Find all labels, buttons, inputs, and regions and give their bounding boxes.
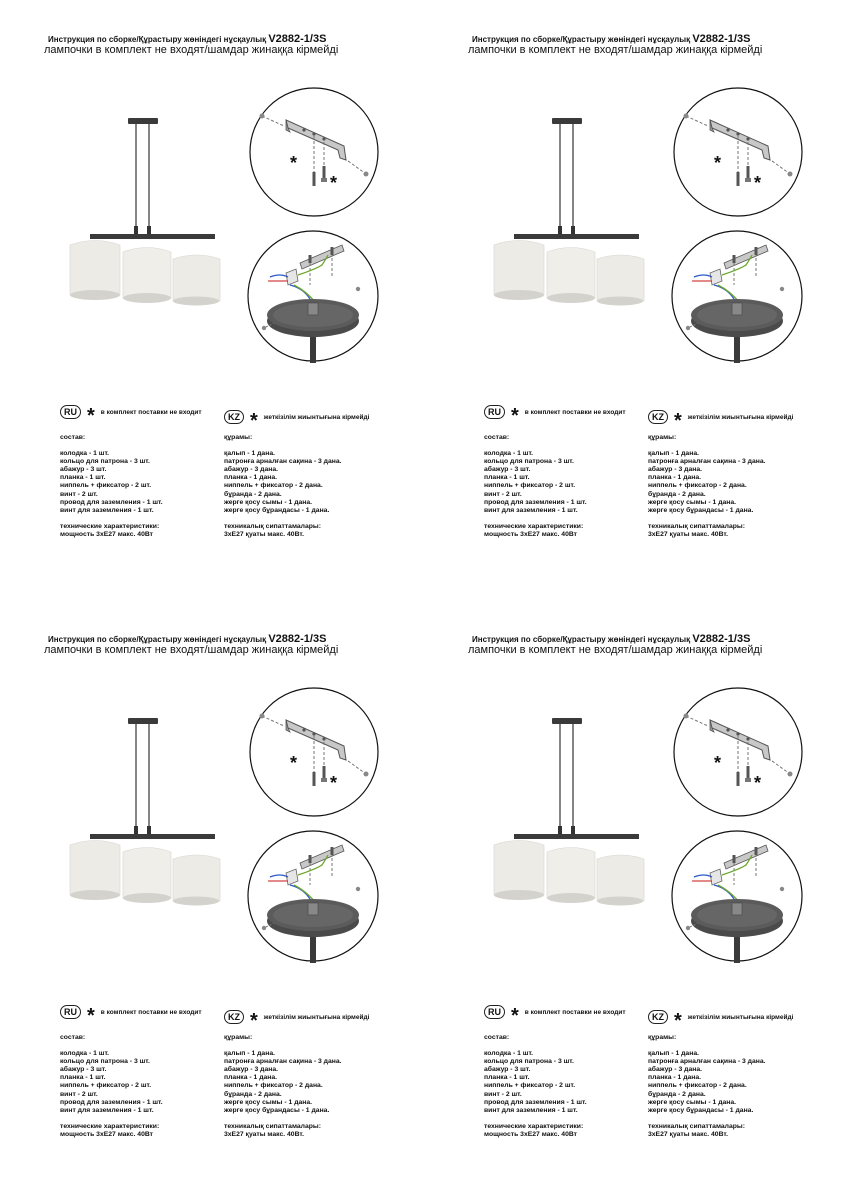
list-item: абажур - 3 шт.	[60, 1066, 107, 1074]
list-item: планка - 1 дана.	[224, 1074, 278, 1082]
ru-legend	[484, 1005, 626, 1027]
canopy-wiring-diagram	[670, 829, 804, 963]
list-item: провод для заземления - 1 шт.	[484, 498, 587, 506]
list-item: ниппель + фиксатор - 2 шт.	[484, 1082, 576, 1090]
star-icon: *	[250, 1010, 258, 1032]
list-item: патронға арналған сақина - 3 дана.	[224, 1058, 342, 1066]
list-item: ниппель + фиксатор - 2 дана.	[224, 1082, 323, 1090]
kz-contents	[648, 1034, 766, 1139]
list-item: винт - 2 шт.	[484, 1090, 522, 1098]
list-item: ниппель + фиксатор - 2 шт.	[484, 482, 576, 490]
instruction-panel	[0, 0, 424, 600]
ru-badge: RU	[60, 1005, 81, 1019]
ru-badge: RU	[484, 1005, 505, 1019]
kz-contents	[648, 434, 766, 539]
ru-specs: мощность 3хЕ27 макс. 40Вт	[60, 530, 154, 538]
canopy-wiring-diagram	[246, 829, 380, 963]
star-icon: *	[250, 410, 258, 432]
kz-badge: KZ	[224, 1010, 244, 1024]
list-item: колодка - 1 шт.	[484, 450, 534, 458]
list-item: абажур - 3 дана.	[224, 1066, 278, 1074]
list-item: винт для заземления - 1 шт.	[60, 506, 154, 514]
not-included-star-2: *	[330, 173, 338, 193]
star-icon: *	[674, 1010, 682, 1032]
list-item: кольцо для патрона - 3 шт.	[60, 1058, 150, 1066]
star-icon: *	[674, 410, 682, 432]
list-item: винт - 2 шт.	[484, 490, 522, 498]
ru-legend	[60, 405, 202, 427]
ru-contents	[60, 1034, 163, 1139]
bracket-detail-diagram	[248, 86, 380, 218]
ru-contents	[60, 434, 163, 539]
not-included-star-1: *	[714, 153, 722, 173]
list-item: ниппель + фиксатор - 2 шт.	[60, 482, 152, 490]
not-included-star-2: *	[754, 173, 762, 193]
kz-specs: 3хЕ27 қуаты макс. 40Вт.	[224, 530, 305, 538]
list-item: кольцо для патрона - 3 шт.	[484, 1058, 574, 1066]
bulbs-note: лампочки в комплект не входят/шамдар жинаққа кірмейді	[44, 44, 339, 56]
list-item: винт - 2 шт.	[60, 490, 98, 498]
ru-contents-heading: состав:	[484, 1034, 510, 1041]
list-item: ниппель + фиксатор - 2 шт.	[60, 1082, 152, 1090]
list-item: планка - 1 шт.	[60, 1074, 106, 1082]
ru-specs: мощность 3хЕ27 макс. 40Вт	[484, 1130, 578, 1138]
star-icon: *	[87, 405, 95, 427]
kz-specs: 3хЕ27 қуаты макс. 40Вт.	[648, 1130, 729, 1138]
list-item: планка - 1 дана.	[648, 474, 702, 482]
list-item: бұранда - 2 дана.	[224, 1090, 282, 1098]
list-item: ниппель + фиксатор - 2 дана.	[648, 482, 747, 490]
bulbs-note: лампочки в комплект не входят/шамдар жинаққа кірмейді	[44, 644, 339, 656]
title-prefix: Инструкция по сборке/Құрастыру жөніндегі нұсқаулық	[472, 635, 693, 644]
kz-legend	[224, 410, 370, 432]
list-item: винт для заземления - 1 шт.	[60, 1106, 154, 1114]
list-item: патронға арналған сақина - 3 дана.	[224, 458, 342, 466]
instruction-panel	[0, 600, 424, 1200]
list-item: винт - 2 шт.	[60, 1090, 98, 1098]
ru-specs: мощность 3хЕ27 макс. 40Вт	[484, 530, 578, 538]
ru-specs: мощность 3хЕ27 макс. 40Вт	[60, 1130, 154, 1138]
kz-contents-heading: құрамы:	[224, 434, 253, 441]
list-item: колодка - 1 шт.	[60, 450, 110, 458]
kz-legend	[648, 1010, 794, 1032]
list-item: колодка - 1 шт.	[60, 1050, 110, 1058]
list-item: ниппель + фиксатор - 2 дана.	[224, 482, 323, 490]
list-item: жерге қосу сымы - 1 дана.	[224, 498, 313, 506]
pendant-lamp-illustration	[484, 712, 664, 912]
list-item: провод для заземления - 1 шт.	[60, 498, 163, 506]
star-icon: *	[87, 1005, 95, 1027]
ru-specs-heading: технические характеристики:	[484, 1122, 584, 1130]
canopy-wiring-diagram	[246, 229, 380, 363]
ru-contents-heading: состав:	[60, 434, 86, 441]
list-item: жерге қосу бұрандасы - 1 дана.	[224, 506, 330, 514]
kz-badge: KZ	[648, 410, 668, 424]
list-item: жерге қосу сымы - 1 дана.	[224, 1098, 313, 1106]
pendant-lamp-illustration	[60, 712, 240, 912]
kz-specs-heading: техникалық сипаттамалары:	[224, 1122, 321, 1130]
ru-specs-heading: технические характеристики:	[484, 522, 584, 530]
list-item: жерге қосу сымы - 1 дана.	[648, 498, 737, 506]
list-item: провод для заземления - 1 шт.	[60, 1098, 163, 1106]
kz-specs-heading: техникалық сипаттамалары:	[648, 522, 745, 530]
list-item: колодка - 1 шт.	[484, 1050, 534, 1058]
list-item: винт для заземления - 1 шт.	[484, 506, 578, 514]
list-item: планка - 1 шт.	[484, 1074, 530, 1082]
kz-legend	[224, 1010, 370, 1032]
list-item: абажур - 3 дана.	[648, 466, 702, 474]
pendant-lamp-illustration	[60, 112, 240, 312]
list-item: бұранда - 2 дана.	[648, 490, 706, 498]
kz-contents-heading: құрамы:	[224, 1034, 253, 1041]
ru-contents	[484, 1034, 587, 1139]
title-prefix: Инструкция по сборке/Құрастыру жөніндегі нұсқаулық	[48, 635, 269, 644]
bracket-detail-diagram	[248, 686, 380, 818]
instruction-panel	[424, 0, 848, 600]
list-item: ниппель + фиксатор - 2 дана.	[648, 1082, 747, 1090]
kz-contents	[224, 1034, 342, 1139]
list-item: жерге қосу бұрандасы - 1 дана.	[648, 506, 754, 514]
list-item: патронға арналған сақина - 3 дана.	[648, 1058, 766, 1066]
not-included-star-2: *	[330, 773, 338, 793]
list-item: абажур - 3 шт.	[60, 466, 107, 474]
instruction-panel	[424, 600, 848, 1200]
ru-contents-heading: состав:	[60, 1034, 86, 1041]
ru-legend	[60, 1005, 202, 1027]
kz-not-included-note: жеткізілім жиынтығына кірмейді	[687, 1013, 794, 1021]
bracket-detail-diagram	[672, 686, 804, 818]
ru-badge: RU	[484, 405, 505, 419]
kz-legend	[648, 410, 794, 432]
bracket-detail-diagram	[672, 86, 804, 218]
ru-contents	[484, 434, 587, 539]
list-item: қалып - 1 дана.	[648, 1050, 699, 1058]
ru-legend	[484, 405, 626, 427]
not-included-star-1: *	[290, 753, 298, 773]
kz-contents-heading: құрамы:	[648, 434, 677, 441]
ru-not-included-note: в комплект поставки не входит	[100, 1008, 202, 1016]
kz-contents	[224, 434, 342, 539]
kz-specs: 3хЕ27 қуаты макс. 40Вт.	[648, 530, 729, 538]
kz-contents-heading: құрамы:	[648, 1034, 677, 1041]
list-item: бұранда - 2 дана.	[224, 490, 282, 498]
ru-badge: RU	[60, 405, 81, 419]
ru-not-included-note: в комплект поставки не входит	[100, 408, 202, 416]
bulbs-note: лампочки в комплект не входят/шамдар жинаққа кірмейді	[468, 644, 763, 656]
list-item: қалып - 1 дана.	[648, 450, 699, 458]
list-item: планка - 1 дана.	[224, 474, 278, 482]
kz-badge: KZ	[224, 410, 244, 424]
list-item: қалып - 1 дана.	[224, 1050, 275, 1058]
list-item: абажур - 3 шт.	[484, 466, 531, 474]
title-prefix: Инструкция по сборке/Құрастыру жөніндегі нұсқаулық	[48, 35, 269, 44]
canopy-wiring-diagram	[670, 229, 804, 363]
model-number: V2882-1/3S	[692, 33, 751, 45]
ru-contents-heading: состав:	[484, 434, 510, 441]
list-item: абажур - 3 шт.	[484, 1066, 531, 1074]
model-number: V2882-1/3S	[268, 633, 327, 645]
model-number: V2882-1/3S	[692, 633, 751, 645]
kz-not-included-note: жеткізілім жиынтығына кірмейді	[687, 413, 794, 421]
list-item: винт для заземления - 1 шт.	[484, 1106, 578, 1114]
model-number: V2882-1/3S	[268, 33, 327, 45]
not-included-star-2: *	[754, 773, 762, 793]
kz-badge: KZ	[648, 1010, 668, 1024]
ru-not-included-note: в комплект поставки не входит	[524, 1008, 626, 1016]
list-item: провод для заземления - 1 шт.	[484, 1098, 587, 1106]
list-item: жерге қосу бұрандасы - 1 дана.	[224, 1106, 330, 1114]
ru-not-included-note: в комплект поставки не входит	[524, 408, 626, 416]
ru-specs-heading: технические характеристики:	[60, 522, 160, 530]
kz-specs-heading: техникалық сипаттамалары:	[224, 522, 321, 530]
list-item: жерге қосу бұрандасы - 1 дана.	[648, 1106, 754, 1114]
star-icon: *	[511, 1005, 519, 1027]
kz-not-included-note: жеткізілім жиынтығына кірмейді	[263, 413, 370, 421]
list-item: планка - 1 дана.	[648, 1074, 702, 1082]
list-item: патронға арналған сақина - 3 дана.	[648, 458, 766, 466]
kz-specs-heading: техникалық сипаттамалары:	[648, 1122, 745, 1130]
list-item: планка - 1 шт.	[60, 474, 106, 482]
list-item: қалып - 1 дана.	[224, 450, 275, 458]
list-item: абажур - 3 дана.	[648, 1066, 702, 1074]
bulbs-note: лампочки в комплект не входят/шамдар жинаққа кірмейді	[468, 44, 763, 56]
title-prefix: Инструкция по сборке/Құрастыру жөніндегі нұсқаулық	[472, 35, 693, 44]
list-item: жерге қосу сымы - 1 дана.	[648, 1098, 737, 1106]
not-included-star-1: *	[290, 153, 298, 173]
not-included-star-1: *	[714, 753, 722, 773]
kz-specs: 3хЕ27 қуаты макс. 40Вт.	[224, 1130, 305, 1138]
list-item: бұранда - 2 дана.	[648, 1090, 706, 1098]
pendant-lamp-illustration	[484, 112, 664, 312]
list-item: абажур - 3 дана.	[224, 466, 278, 474]
kz-not-included-note: жеткізілім жиынтығына кірмейді	[263, 1013, 370, 1021]
star-icon: *	[511, 405, 519, 427]
list-item: кольцо для патрона - 3 шт.	[60, 458, 150, 466]
list-item: кольцо для патрона - 3 шт.	[484, 458, 574, 466]
list-item: планка - 1 шт.	[484, 474, 530, 482]
ru-specs-heading: технические характеристики:	[60, 1122, 160, 1130]
